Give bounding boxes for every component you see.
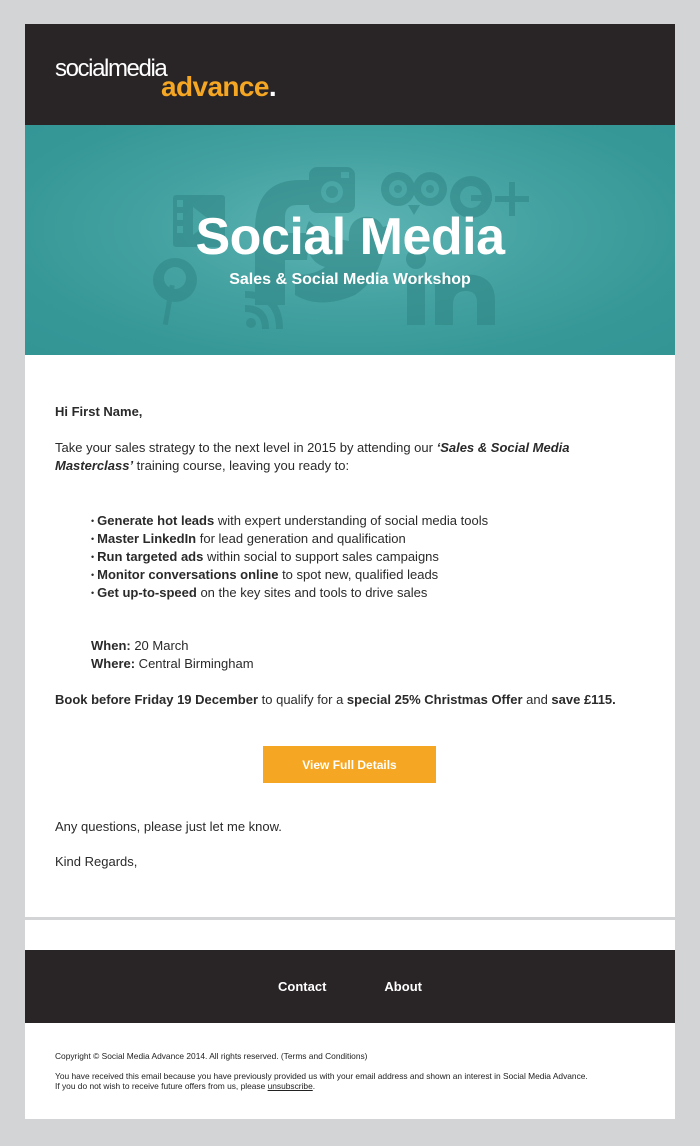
intro-text-before: Take your sales strategy to the next level in 2015 by attending our (55, 440, 437, 455)
notice-end: . (312, 1081, 316, 1091)
questions-text: Any questions, please just let me know. (55, 819, 282, 834)
list-item (91, 548, 488, 566)
offer-saving: save £115. (551, 692, 616, 707)
intro-paragraph (55, 439, 615, 475)
unsubscribe-link[interactable]: unsubscribe (267, 1081, 313, 1091)
benefits-list (91, 512, 488, 602)
brand-logo[interactable] (55, 57, 276, 101)
bullet-text: within social to support sales campaigns (203, 549, 439, 564)
list-item (91, 566, 488, 584)
notice-line-1: You have received this email because you have previously provided us with your email address and shown an interest in Social Media Advance. (55, 1070, 588, 1081)
copyright-text: Copyright © Social Media Advance 2014. All rights reserved. (Terms and Conditions) (55, 1051, 368, 1061)
offer-text-1: to qualify for a (258, 692, 347, 707)
bullet-text: with expert understanding of social media tools (214, 513, 489, 528)
where-value: Central Birmingham (135, 656, 254, 671)
greeting: Hi First Name, (55, 404, 143, 419)
sign-off: Kind Regards, (55, 854, 138, 869)
logo-word-advance: advance (161, 71, 269, 102)
offer-text (55, 691, 616, 709)
intro-text-after: training course, leaving you ready to: (133, 458, 350, 473)
hero-banner (25, 125, 675, 355)
pinterest-icon (153, 258, 197, 325)
course-name: ‘Sales & Social Media Masterclass’ (55, 440, 570, 473)
bullet-text: for lead generation and qualification (196, 531, 406, 546)
legal-footer (25, 1023, 675, 1119)
event-when (91, 637, 189, 655)
spacer (25, 920, 675, 950)
bullet-text: on the key sites and tools to drive sales (196, 585, 428, 600)
bullet-text: to spot new, qualified leads (278, 567, 439, 582)
bullet-bold: Generate hot leads (97, 513, 215, 528)
email-body (25, 355, 675, 917)
list-item (91, 584, 488, 602)
list-item (91, 530, 488, 548)
instagram-icon (309, 167, 355, 213)
footer-nav (25, 950, 675, 1023)
hero-title: Social Media (195, 208, 505, 266)
offer-text-2: and (522, 692, 552, 707)
logo-text-top: socialmedia (55, 55, 167, 82)
email-header (25, 24, 675, 125)
view-full-details-button[interactable]: View Full Details (263, 746, 436, 783)
when-label: When: (91, 638, 131, 653)
notice-text: If you do not wish to receive future offers from us, please (55, 1081, 268, 1091)
about-link[interactable]: About (384, 979, 422, 994)
email-container (25, 24, 675, 1119)
where-label: Where: (91, 656, 136, 671)
notice-line-2 (55, 1081, 645, 1092)
offer-discount: special 25% Christmas Offer (346, 692, 523, 707)
logo-dot: . (268, 71, 277, 102)
event-where (91, 655, 254, 673)
offer-deadline: Book before Friday 19 December (55, 692, 259, 707)
logo-text-bottom (161, 73, 276, 101)
hero-subtitle: Sales & Social Media Workshop (229, 271, 471, 288)
bullet-bold: Get up-to-speed (97, 585, 197, 600)
bullet-bold: Master LinkedIn (97, 531, 197, 546)
bullet-bold: Monitor conversations online (97, 567, 279, 582)
list-item (91, 512, 488, 530)
contact-link[interactable]: Contact (278, 979, 327, 994)
bullet-bold: Run targeted ads (97, 549, 204, 564)
when-value: 20 March (130, 638, 189, 653)
